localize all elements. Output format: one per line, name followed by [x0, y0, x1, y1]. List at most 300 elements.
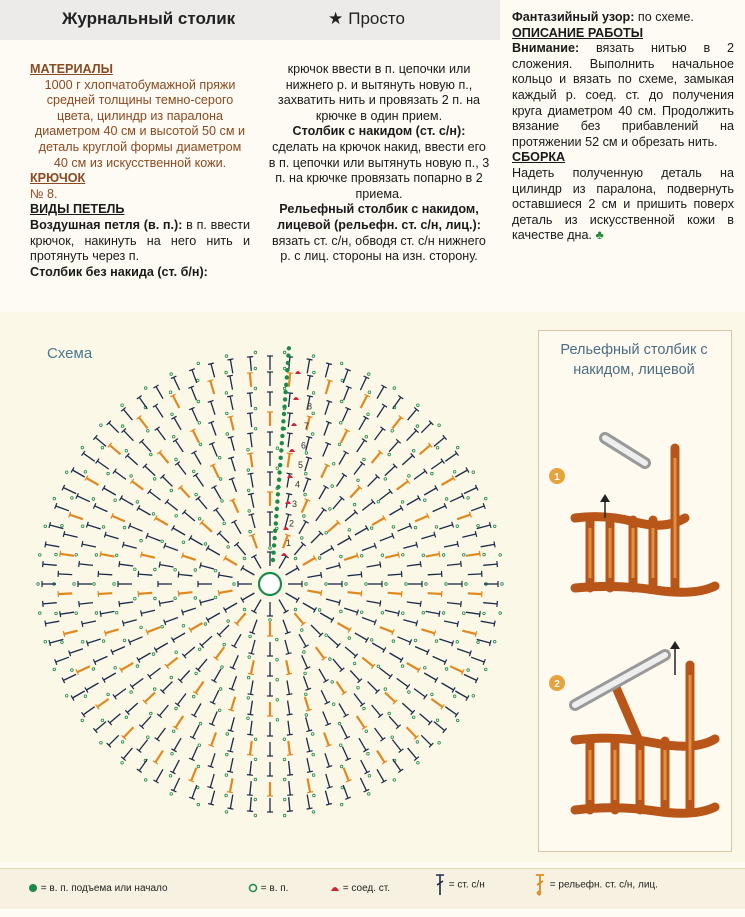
stitch-top — [100, 551, 101, 557]
chain-dot — [311, 433, 314, 436]
stitch-mark — [403, 620, 417, 624]
stitch-mark — [110, 445, 121, 454]
stitch-mark — [242, 568, 254, 575]
chain-dot — [325, 532, 328, 535]
stitch-top — [249, 514, 255, 516]
chain-dot — [493, 640, 496, 643]
stitch-mark — [426, 554, 440, 557]
stitch-top — [416, 620, 418, 626]
stitch-mark — [46, 544, 60, 546]
stitch-mark — [342, 409, 348, 422]
stitch-mark — [348, 574, 362, 575]
chain-dot — [325, 634, 328, 637]
stitch-mark — [176, 440, 184, 452]
stitch-mark — [343, 785, 348, 798]
chain-dot — [65, 695, 68, 698]
stitch-top — [327, 787, 333, 789]
chain-dot — [301, 629, 304, 632]
chain-dot — [134, 597, 137, 600]
stitch-mark — [234, 634, 241, 646]
stitch-mark — [73, 470, 85, 477]
chain-dot — [456, 446, 459, 449]
stitch-mark — [192, 747, 198, 760]
stitch-mark — [316, 647, 324, 658]
stitch-mark — [392, 417, 401, 428]
stitch-mark — [328, 522, 338, 531]
stitch-mark — [251, 681, 253, 695]
chain-dot — [121, 404, 124, 407]
stitch-mark — [157, 429, 165, 440]
stitch-mark — [251, 640, 255, 654]
stitch-mark — [307, 758, 310, 772]
chain-dot — [377, 665, 380, 668]
stitch-mark — [421, 735, 431, 745]
stitch-mark — [444, 621, 458, 624]
stitch-mark — [385, 555, 399, 558]
assembly-heading: СБОРКА — [512, 150, 566, 165]
chain-dot — [171, 413, 174, 416]
stitch-mark — [250, 357, 251, 371]
chain-dot — [303, 651, 306, 654]
stitch-mark — [250, 413, 252, 427]
stitch-mark — [326, 599, 340, 603]
lift-chain-dot — [286, 361, 290, 365]
stitch-mark — [174, 418, 181, 430]
stitch-top — [141, 552, 142, 558]
chain-dot — [276, 467, 279, 470]
stitch-top — [218, 572, 219, 578]
stitch-top — [45, 621, 46, 627]
stitch-mark — [95, 506, 108, 512]
chain-dot — [384, 688, 387, 691]
stitch-mark — [325, 364, 329, 378]
instructions-column — [512, 10, 734, 244]
stitch-mark — [109, 735, 119, 745]
hook-shine — [605, 438, 645, 463]
stitch-mark — [279, 556, 286, 568]
stitch-top — [227, 771, 233, 772]
chain-dot — [405, 583, 408, 586]
chain-dot — [318, 557, 321, 560]
chain-dot — [174, 597, 177, 600]
stitch-mark — [163, 682, 173, 692]
chain-dot — [340, 362, 343, 365]
stitch-mark — [337, 682, 345, 694]
pattern-name: Фантазийный узор: — [512, 10, 635, 24]
stitch-mark — [184, 512, 195, 521]
stitch-mark — [191, 387, 196, 400]
stitch-mark — [361, 760, 367, 772]
stitch-mark — [145, 692, 155, 702]
chain-dot — [144, 779, 147, 782]
stitch-top — [60, 551, 61, 557]
chain-dot — [340, 765, 343, 768]
stitch-mark — [285, 640, 289, 654]
stitch-mark — [104, 488, 116, 495]
stitch-mark — [305, 458, 309, 471]
chain-dot — [84, 471, 87, 474]
stitch-mark — [286, 568, 298, 575]
chain-dot — [192, 470, 195, 473]
stitch-top — [321, 590, 322, 596]
stitch-mark — [289, 797, 290, 811]
arrow-head-icon — [600, 494, 610, 502]
stitch-mark — [56, 506, 69, 511]
chain-dot — [218, 456, 221, 459]
lift-chain-dot — [281, 419, 285, 423]
chain-dot — [254, 427, 257, 430]
stitch-mark — [344, 387, 349, 400]
stitch-mark — [360, 377, 366, 390]
chain-dot — [453, 695, 456, 698]
step-1-number: 1 — [554, 472, 560, 483]
stitch-mark — [306, 717, 310, 731]
stitch-top — [227, 416, 233, 417]
chain-dot — [276, 719, 279, 722]
chain-dot — [368, 775, 371, 778]
lift-chain-dot — [272, 543, 276, 547]
stitch-mark — [337, 475, 345, 487]
stitch-top — [113, 469, 117, 474]
stitch-mark — [307, 575, 321, 577]
chain-stitch-name: Воздушная петля (в. п.): — [30, 217, 183, 232]
stitch-mark — [193, 725, 199, 738]
chain-dot — [305, 714, 308, 717]
stitch-mark — [210, 774, 214, 787]
stitch-mark — [101, 554, 115, 557]
stitch-top — [247, 755, 253, 756]
chain-dot — [435, 526, 438, 529]
chain-dot — [377, 500, 380, 503]
stitch-top — [457, 541, 458, 547]
stitch-mark — [138, 508, 150, 515]
stitch-mark — [368, 682, 378, 692]
stitch-top — [287, 734, 293, 735]
pattern-text: по схеме. — [637, 10, 694, 24]
stitch-mark — [139, 759, 147, 771]
chain-dot — [71, 669, 74, 672]
stitch-mark — [392, 740, 401, 751]
chain-dot — [311, 733, 314, 736]
chain-dot — [425, 583, 428, 586]
stitch-mark — [43, 603, 57, 604]
stitch-mark — [390, 653, 402, 660]
stitch-mark — [201, 599, 215, 603]
stitch-top — [321, 572, 322, 578]
stitch-top — [401, 591, 402, 597]
stitch-mark — [372, 452, 381, 463]
stitch-mark — [308, 376, 311, 390]
stitch-top — [214, 508, 219, 512]
stitch-mark — [360, 778, 366, 791]
stitch-mark — [138, 593, 152, 594]
chain-dot — [198, 422, 201, 425]
stitch-mark — [212, 444, 217, 457]
stitch-mark — [115, 471, 126, 479]
chain-dot — [312, 392, 315, 395]
chain-dot — [340, 555, 343, 558]
chain-dot — [304, 672, 307, 675]
chain-dot — [170, 489, 173, 492]
chain-dot — [283, 798, 286, 801]
chain-dot — [153, 688, 156, 691]
chain-dot — [121, 762, 124, 765]
slip-stitch-mark — [285, 501, 291, 504]
lift-chain-dot — [287, 346, 291, 350]
lift-chain-dot — [275, 499, 279, 503]
stitch-mark — [211, 753, 215, 766]
chain-dot — [370, 527, 373, 530]
chain-dot — [199, 443, 202, 446]
stitch-mark — [393, 759, 401, 771]
chain-dot — [353, 662, 356, 665]
chain-dot — [276, 447, 279, 450]
stitch-mark — [377, 387, 384, 399]
chain-dot — [75, 554, 78, 557]
slip-stitch-mark — [291, 423, 297, 426]
stitch-top — [228, 436, 234, 438]
stitch-mark — [462, 631, 476, 634]
chain-dot — [329, 658, 332, 661]
stitch-top — [178, 591, 179, 597]
stitch-top — [228, 709, 234, 711]
stitch-top — [287, 755, 293, 756]
stitch-top — [248, 694, 254, 695]
stitch-mark — [333, 498, 342, 509]
stitch-mark — [95, 656, 108, 662]
stitch-mark — [127, 456, 137, 465]
stitch-top — [306, 730, 312, 732]
chain-dot — [195, 493, 198, 496]
stitch-mark — [174, 778, 180, 791]
stitch-top — [307, 396, 313, 397]
stitch-mark — [104, 673, 116, 680]
stitch-mark — [159, 452, 168, 463]
chain-dot — [174, 568, 177, 571]
work-heading: ОПИСАНИЕ РАБОТЫ — [512, 25, 644, 40]
chain-dot — [150, 453, 153, 456]
stitch-mark — [176, 716, 184, 728]
chain-dot — [331, 485, 334, 488]
stitch-mark — [306, 437, 310, 451]
stitch-mark — [325, 791, 329, 805]
stitch-mark — [354, 694, 363, 705]
stitch-mark — [311, 533, 321, 543]
row-number-7: 7 — [304, 421, 310, 431]
stitch-mark — [130, 526, 143, 531]
chain-dot — [391, 430, 394, 433]
chain-dot — [214, 569, 217, 572]
stitch-mark — [462, 534, 476, 537]
chain-dot — [332, 463, 335, 466]
stitch-mark — [357, 716, 365, 728]
chain-dot — [339, 422, 342, 425]
double-crochet-name: Столбик с накидом (ст. с/н): — [292, 124, 466, 139]
stitch-mark — [156, 769, 163, 781]
stitch-top — [434, 631, 436, 637]
stitch-mark — [77, 496, 90, 502]
stitch-top — [49, 522, 51, 528]
chain-dot — [194, 569, 197, 572]
chain-dot — [101, 719, 104, 722]
stitch-top — [307, 375, 313, 376]
stitch-mark — [408, 748, 417, 759]
stitch-mark — [344, 608, 357, 612]
chain-dot — [254, 758, 257, 761]
chain-dot — [247, 469, 250, 472]
chain-dot — [467, 669, 470, 672]
chain-dot — [269, 547, 272, 550]
chain-dot — [294, 608, 297, 611]
stitch-top — [178, 571, 179, 577]
stitch-mark — [196, 682, 204, 694]
chain-dot — [136, 665, 139, 668]
chain-dot — [305, 583, 308, 586]
stitch-top — [441, 459, 445, 464]
stitch-top — [420, 601, 421, 607]
lift-chain-dot — [275, 507, 279, 511]
stitch-top — [401, 571, 402, 577]
chain-dot — [182, 624, 185, 627]
stitch-mark — [237, 544, 246, 555]
chain-dot — [114, 499, 117, 502]
stitch-mark — [139, 397, 147, 409]
chain-dot — [312, 811, 315, 814]
chain-dot — [338, 443, 341, 446]
stitch-mark — [77, 666, 90, 672]
stitch-mark — [219, 625, 229, 635]
chain-dot — [445, 498, 448, 501]
stitch-mark — [368, 477, 378, 487]
chain-dot — [233, 583, 236, 586]
chain-dot — [102, 526, 105, 529]
stitch-mark — [121, 663, 133, 670]
stitch-mark — [359, 738, 366, 750]
yarn-strands — [575, 448, 715, 592]
stitch-mark — [119, 602, 133, 604]
chain-dot — [414, 639, 417, 642]
chain-dot — [194, 597, 197, 600]
chain-dot — [385, 583, 388, 586]
stitch-mark — [380, 627, 393, 632]
stitch-mark — [231, 717, 235, 731]
chain-dot — [125, 449, 128, 452]
chain-dot — [170, 676, 173, 679]
stitch-mark — [196, 475, 204, 487]
stitch-top — [287, 413, 293, 414]
chain-dot — [140, 539, 143, 542]
stitch-mark — [232, 479, 237, 492]
stitch-mark — [97, 699, 108, 707]
stitch-mark — [155, 751, 163, 763]
stitch-top — [247, 714, 253, 715]
chain-dot — [61, 641, 64, 644]
stitch-mark — [289, 761, 291, 775]
stitch-mark — [375, 728, 383, 739]
chain-dot — [401, 501, 404, 504]
stitch-mark — [385, 692, 395, 702]
stitch-mark — [191, 768, 196, 781]
stitch-mark — [60, 612, 74, 614]
chain-dot — [226, 433, 229, 436]
stitch-top — [119, 601, 120, 607]
stitch-mark — [230, 417, 233, 431]
front-post-dc-name: Рельефный столбик с накидом, лицевой (рельефн. ст. с/н, лиц.): — [277, 202, 481, 232]
stitch-mark — [46, 621, 60, 623]
stitches-heading: ВИДЫ ПЕТЕЛЬ — [30, 202, 125, 217]
chain-dot — [55, 612, 58, 615]
stitch-top — [122, 620, 124, 626]
stitch-mark — [145, 466, 155, 476]
stitch-mark — [307, 360, 309, 374]
stitch-mark — [431, 699, 442, 707]
stitch-mark — [320, 613, 332, 620]
stitch-top — [79, 561, 80, 567]
stitch-mark — [192, 409, 198, 422]
chain-dot — [247, 676, 250, 679]
row-number-2: 2 — [289, 518, 295, 529]
stitch-top — [227, 396, 233, 397]
stitch-mark — [424, 488, 436, 495]
stitch-mark — [367, 565, 381, 567]
stitch-mark — [167, 658, 178, 667]
diagram-start-spoke — [271, 346, 304, 562]
stitch-mark — [306, 738, 309, 752]
stitch-top — [306, 457, 312, 459]
chain-dot — [393, 387, 396, 390]
chain-dot — [53, 668, 56, 671]
chain-dot — [435, 640, 438, 643]
stitch-mark — [159, 705, 168, 716]
stitch-mark — [439, 525, 452, 529]
stitch-top — [322, 508, 327, 512]
stitch-mark — [388, 574, 402, 575]
stitch-mark — [250, 741, 252, 755]
stitch-mark — [397, 678, 408, 686]
chain-dot — [100, 742, 103, 745]
stitch-mark — [230, 738, 233, 752]
chain-dot — [198, 744, 201, 747]
stitch-mark — [198, 659, 207, 670]
stitch-mark — [311, 625, 321, 635]
stitch-top — [249, 653, 255, 655]
chain-dot — [483, 553, 486, 556]
chain-dot — [417, 404, 420, 407]
stitch-mark — [211, 401, 215, 414]
chain-dot — [107, 472, 110, 475]
lift-chain-dot — [278, 463, 282, 467]
chain-dot — [312, 774, 315, 777]
chain-dot — [467, 497, 470, 500]
chain-dot — [472, 695, 475, 698]
stitch-mark — [286, 593, 298, 600]
lift-chain-dot — [282, 412, 286, 416]
stitch-mark — [307, 795, 309, 809]
stitch-top — [424, 469, 428, 474]
stitch-top — [380, 601, 381, 607]
stitch-mark — [214, 669, 221, 681]
chain-dot — [276, 678, 279, 681]
stitch-mark — [219, 575, 233, 577]
stitch-mark — [56, 657, 69, 662]
materials-text: 1000 г хлопчатобумажной пряжи средней толщины темно-серого цвета, цилиндр из паралона диаметром 40 см и высотой 50 см и деталь круглой формы диаметром 40 см из искусственной кожи. — [34, 77, 246, 170]
chain-dot — [412, 716, 415, 719]
stitch-top — [287, 714, 293, 715]
stitch-mark — [464, 488, 477, 494]
stitch-top — [479, 551, 480, 557]
stitch-top — [247, 433, 253, 434]
stitch-mark — [433, 656, 446, 662]
